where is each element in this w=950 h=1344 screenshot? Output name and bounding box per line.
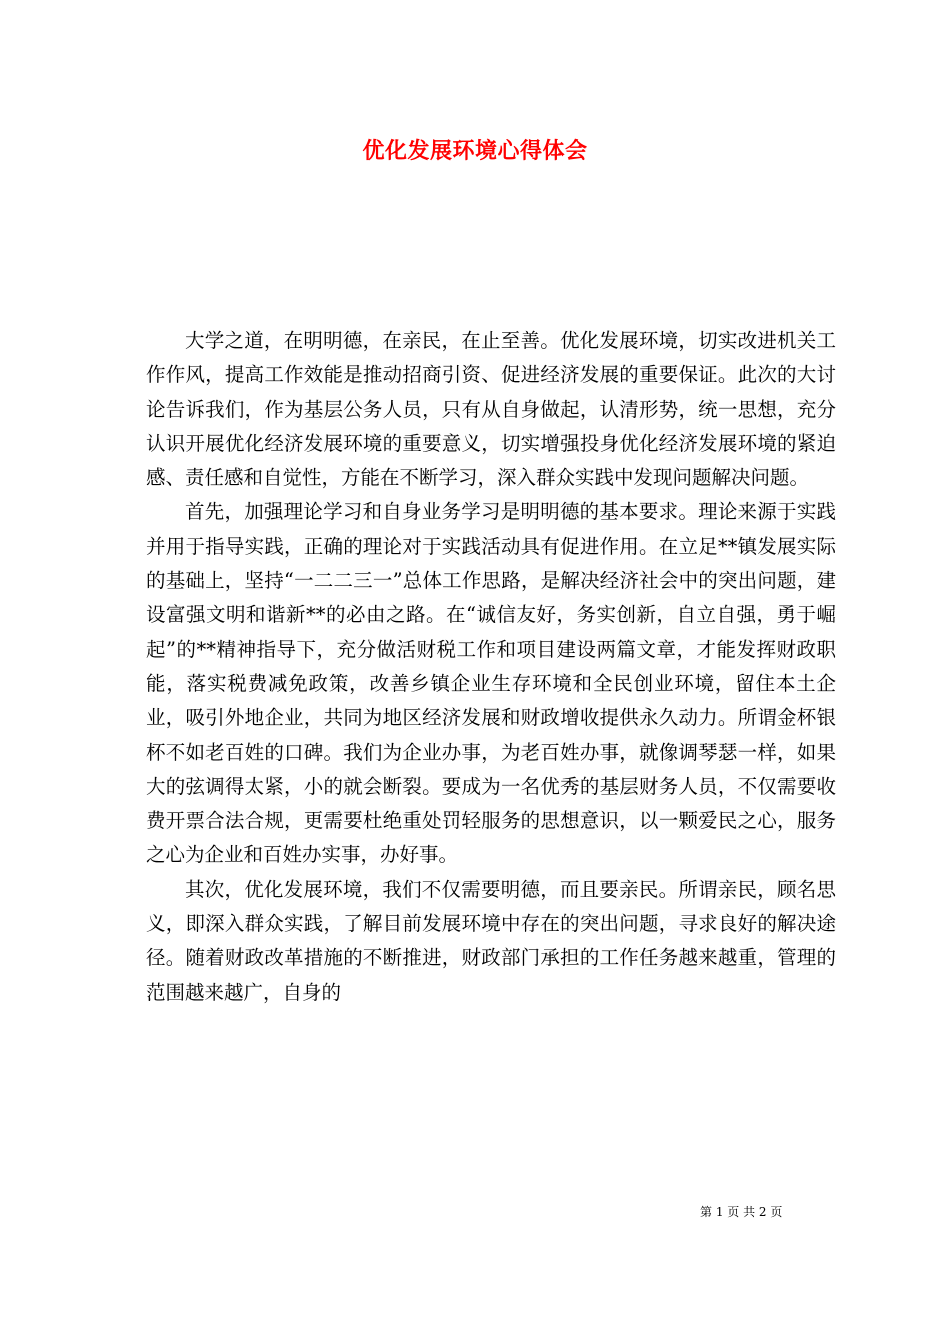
page-number-footer: 第 1 页 共 2 页: [700, 1205, 783, 1219]
paragraph-1: 大学之道，在明明德，在亲民，在止至善。优化发展环境，切实改进机关工作作风，提高工作效能是推动招商引资、促进经济发展的重要保证。此次的大讨论告诉我们，作为基层公务人员，只有从自身做起，认清形势，统一思想，充分认识开展优化经济发展环境的重要意义，切实增强投身优化经济发展环境的紧迫感、责任感和自觉性，方能在不断学习，深入群众实践中发现问题解决问题。: [146, 329, 836, 490]
document-title: 优化发展环境心得体会: [362, 138, 588, 164]
paragraph-3: 其次，优化发展环境，我们不仅需要明德，而且要亲民。所谓亲民，顾名思义，即深入群众实践，了解目前发展环境中存在的突出问题，寻求良好的解决途径。随着财政改革措施的不断推进，财政部门承担的工作任务越来越重，管理的范围越来越广，自身的: [146, 877, 836, 1004]
paragraph-2: 首先，加强理论学习和自身业务学习是明明德的基本要求。理论来源于实践并用于指导实践，正确的理论对于实践活动具有促进作用。在立足**镇发展实际的基础上，坚持“一二二三一”总体工作思路，是解决经济社会中的突出问题，建设富强文明和谐新**的必由之路。在“诚信友好，务实创新，自立自强，勇于崛起”的**精神指导下，充分做活财税工作和项目建设两篇文章，才能发挥财政职能，落实税费减免政策，改善乡镇企业生存环境和全民创业环境，留住本土企业，吸引外地企业，共同为地区经济发展和财政增收提供永久动力。所谓金杯银杯不如老百姓的口碑。我们为企业办事，为老百姓办事，就像调琴瑟一样，如果大的弦调得太紧，小的就会断裂。要成为一名优秀的基层财务人员，不仅需要收费开票合法合规，更需要杜绝重处罚轻服务的思想意识，以一颗爱民之心，服务之心为企业和百姓办实事，办好事。: [146, 500, 836, 867]
document-body: [146, 324, 836, 1010]
